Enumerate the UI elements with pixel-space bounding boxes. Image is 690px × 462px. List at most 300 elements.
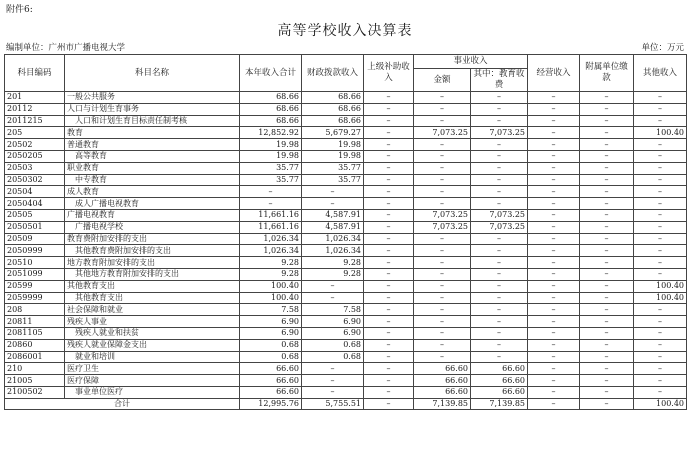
- cell-other: 100.40: [634, 292, 687, 304]
- cell-name: 成人教育: [65, 186, 240, 198]
- cell-amount: 66.60: [414, 386, 471, 398]
- cell-total: –: [240, 186, 302, 198]
- table-row: [5, 174, 687, 186]
- currency-unit: 单位：万元: [641, 43, 684, 53]
- table-row: [5, 221, 687, 233]
- cell-other: –: [634, 162, 687, 174]
- cell-affiliate: –: [580, 139, 634, 151]
- cell-other: –: [634, 351, 687, 363]
- cell-code: 20510: [5, 257, 65, 269]
- cell-amount: –: [414, 351, 471, 363]
- cell-subsidy: –: [364, 363, 414, 375]
- page-title: 高等学校收入决算表: [277, 23, 413, 39]
- cell-subsidy: –: [364, 139, 414, 151]
- cell-operating: –: [528, 304, 580, 316]
- cell-affiliate: –: [580, 233, 634, 245]
- header-name: 科目名称: [65, 55, 240, 92]
- table-row: [5, 198, 687, 210]
- cell-code: 20509: [5, 233, 65, 245]
- cell-name: 人口与计划生育事务: [65, 103, 240, 115]
- table-row: [5, 209, 687, 221]
- cell-fiscal: 0.68: [302, 339, 364, 351]
- cell-fiscal: 68.66: [302, 115, 364, 127]
- cell-total: 35.77: [240, 174, 302, 186]
- cell-affiliate: –: [580, 103, 634, 115]
- cell-name: 医疗保障: [65, 375, 240, 387]
- cell-code: 2050501: [5, 221, 65, 233]
- cell-code: 2059999: [5, 292, 65, 304]
- cell-subsidy: –: [364, 268, 414, 280]
- total-income: 12,995.76: [240, 398, 302, 409]
- cell-total: 100.40: [240, 292, 302, 304]
- cell-total: 9.28: [240, 268, 302, 280]
- cell-name: 教育: [65, 127, 240, 139]
- cell-operating: –: [528, 363, 580, 375]
- cell-other: –: [634, 233, 687, 245]
- table-row: [5, 115, 687, 127]
- cell-affiliate: –: [580, 162, 634, 174]
- cell-subsidy: –: [364, 174, 414, 186]
- cell-amount: 7,073.25: [414, 127, 471, 139]
- cell-amount: 7,073.25: [414, 221, 471, 233]
- cell-subsidy: –: [364, 115, 414, 127]
- cell-fiscal: –: [302, 375, 364, 387]
- cell-fiscal: –: [302, 386, 364, 398]
- cell-edu: –: [471, 327, 528, 339]
- cell-subsidy: –: [364, 304, 414, 316]
- cell-amount: –: [414, 103, 471, 115]
- cell-fiscal: 7.58: [302, 304, 364, 316]
- cell-edu: –: [471, 92, 528, 104]
- cell-edu: –: [471, 316, 528, 328]
- cell-edu: –: [471, 233, 528, 245]
- cell-affiliate: –: [580, 221, 634, 233]
- header-subsidy: 上级补助收入: [364, 55, 414, 92]
- cell-name: 残疾人就业和扶贫: [65, 327, 240, 339]
- cell-affiliate: –: [580, 174, 634, 186]
- cell-operating: –: [528, 351, 580, 363]
- cell-affiliate: –: [580, 386, 634, 398]
- cell-code: 205: [5, 127, 65, 139]
- cell-fiscal: 19.98: [302, 139, 364, 151]
- table-row: [5, 316, 687, 328]
- cell-amount: –: [414, 186, 471, 198]
- cell-fiscal: –: [302, 292, 364, 304]
- table-row: [5, 363, 687, 375]
- attachment-label: 附件6:: [6, 5, 33, 15]
- total-operating: –: [528, 398, 580, 409]
- cell-operating: –: [528, 162, 580, 174]
- table-row: [5, 327, 687, 339]
- cell-total: 6.90: [240, 327, 302, 339]
- cell-other: –: [634, 92, 687, 104]
- cell-other: –: [634, 268, 687, 280]
- cell-total: 0.68: [240, 351, 302, 363]
- table-row: [5, 186, 687, 198]
- cell-edu: 7,073.25: [471, 209, 528, 221]
- cell-total: 19.98: [240, 139, 302, 151]
- cell-edu: –: [471, 280, 528, 292]
- cell-other: –: [634, 150, 687, 162]
- cell-subsidy: –: [364, 316, 414, 328]
- cell-operating: –: [528, 292, 580, 304]
- cell-operating: –: [528, 386, 580, 398]
- cell-other: –: [634, 198, 687, 210]
- cell-edu: 7,073.25: [471, 127, 528, 139]
- cell-operating: –: [528, 221, 580, 233]
- cell-operating: –: [528, 245, 580, 257]
- cell-fiscal: 1,026.34: [302, 245, 364, 257]
- cell-amount: –: [414, 233, 471, 245]
- cell-total: 19.98: [240, 150, 302, 162]
- cell-operating: –: [528, 127, 580, 139]
- cell-affiliate: –: [580, 257, 634, 269]
- cell-other: –: [634, 375, 687, 387]
- cell-operating: –: [528, 92, 580, 104]
- cell-affiliate: –: [580, 150, 634, 162]
- cell-amount: –: [414, 304, 471, 316]
- cell-subsidy: –: [364, 186, 414, 198]
- cell-name: 教育费附加安排的支出: [65, 233, 240, 245]
- cell-amount: –: [414, 162, 471, 174]
- cell-name: 残疾人事业: [65, 316, 240, 328]
- cell-edu: 7,073.25: [471, 221, 528, 233]
- cell-fiscal: 68.66: [302, 103, 364, 115]
- cell-code: 2100502: [5, 386, 65, 398]
- cell-affiliate: –: [580, 339, 634, 351]
- cell-edu: –: [471, 257, 528, 269]
- cell-amount: –: [414, 150, 471, 162]
- cell-affiliate: –: [580, 327, 634, 339]
- cell-code: 20503: [5, 162, 65, 174]
- cell-operating: –: [528, 316, 580, 328]
- cell-affiliate: –: [580, 245, 634, 257]
- cell-subsidy: –: [364, 351, 414, 363]
- cell-subsidy: –: [364, 162, 414, 174]
- cell-other: –: [634, 209, 687, 221]
- cell-edu: –: [471, 339, 528, 351]
- cell-amount: 7,073.25: [414, 209, 471, 221]
- cell-edu: –: [471, 103, 528, 115]
- cell-operating: –: [528, 209, 580, 221]
- cell-other: 100.40: [634, 127, 687, 139]
- cell-affiliate: –: [580, 268, 634, 280]
- cell-subsidy: –: [364, 221, 414, 233]
- total-affiliate: –: [580, 398, 634, 409]
- cell-operating: –: [528, 375, 580, 387]
- cell-affiliate: –: [580, 198, 634, 210]
- cell-affiliate: –: [580, 127, 634, 139]
- cell-name: 广播电视教育: [65, 209, 240, 221]
- cell-other: –: [634, 221, 687, 233]
- cell-total: 1,026.34: [240, 245, 302, 257]
- cell-code: 208: [5, 304, 65, 316]
- cell-total: –: [240, 198, 302, 210]
- table-row: [5, 292, 687, 304]
- cell-affiliate: –: [580, 304, 634, 316]
- header-amount: 金额: [414, 69, 471, 92]
- cell-edu: –: [471, 150, 528, 162]
- cell-operating: –: [528, 339, 580, 351]
- cell-operating: –: [528, 198, 580, 210]
- cell-code: 21005: [5, 375, 65, 387]
- cell-operating: –: [528, 186, 580, 198]
- header-code: 科目编码: [5, 55, 65, 92]
- cell-subsidy: –: [364, 386, 414, 398]
- cell-operating: –: [528, 280, 580, 292]
- cell-amount: –: [414, 257, 471, 269]
- cell-fiscal: –: [302, 363, 364, 375]
- cell-edu: –: [471, 245, 528, 257]
- cell-code: 2081105: [5, 327, 65, 339]
- table-row: [5, 162, 687, 174]
- table-row: [5, 339, 687, 351]
- cell-total: 35.77: [240, 162, 302, 174]
- cell-amount: –: [414, 198, 471, 210]
- cell-subsidy: –: [364, 127, 414, 139]
- cell-operating: –: [528, 327, 580, 339]
- cell-total: 100.40: [240, 280, 302, 292]
- cell-amount: –: [414, 245, 471, 257]
- income-table: [4, 54, 687, 410]
- total-row: [5, 398, 687, 409]
- cell-subsidy: –: [364, 233, 414, 245]
- cell-code: 20504: [5, 186, 65, 198]
- cell-fiscal: 68.66: [302, 92, 364, 104]
- cell-edu: –: [471, 139, 528, 151]
- cell-name: 中专教育: [65, 174, 240, 186]
- cell-total: 68.66: [240, 103, 302, 115]
- total-other: 100.40: [634, 398, 687, 409]
- cell-operating: –: [528, 139, 580, 151]
- cell-subsidy: –: [364, 92, 414, 104]
- total-subsidy: –: [364, 398, 414, 409]
- cell-amount: –: [414, 174, 471, 186]
- table-row: [5, 375, 687, 387]
- header-total-income: 本年收入合计: [240, 55, 302, 92]
- cell-name: 事业单位医疗: [65, 386, 240, 398]
- cell-total: 11,661.16: [240, 209, 302, 221]
- cell-subsidy: –: [364, 209, 414, 221]
- cell-affiliate: –: [580, 115, 634, 127]
- cell-affiliate: –: [580, 186, 634, 198]
- cell-other: –: [634, 103, 687, 115]
- cell-name: 一般公共服务: [65, 92, 240, 104]
- cell-affiliate: –: [580, 92, 634, 104]
- cell-edu: –: [471, 115, 528, 127]
- table-row: [5, 304, 687, 316]
- table-row: [5, 139, 687, 151]
- cell-subsidy: –: [364, 280, 414, 292]
- cell-subsidy: –: [364, 327, 414, 339]
- cell-amount: –: [414, 92, 471, 104]
- cell-fiscal: 9.28: [302, 257, 364, 269]
- header-education-fee: 其中：教育收费: [471, 69, 528, 92]
- cell-code: 20502: [5, 139, 65, 151]
- cell-operating: –: [528, 150, 580, 162]
- cell-fiscal: 0.68: [302, 351, 364, 363]
- cell-name: 地方教育附加安排的支出: [65, 257, 240, 269]
- cell-code: 2086001: [5, 351, 65, 363]
- cell-fiscal: 4,587.91: [302, 209, 364, 221]
- cell-subsidy: –: [364, 375, 414, 387]
- cell-subsidy: –: [364, 245, 414, 257]
- cell-fiscal: 6.90: [302, 316, 364, 328]
- cell-name: 其他教育费附加安排的支出: [65, 245, 240, 257]
- total-edu: 7,139.85: [471, 398, 528, 409]
- cell-edu: –: [471, 304, 528, 316]
- cell-code: 20112: [5, 103, 65, 115]
- table-row: [5, 280, 687, 292]
- cell-operating: –: [528, 257, 580, 269]
- cell-code: 2051099: [5, 268, 65, 280]
- cell-edu: –: [471, 268, 528, 280]
- cell-name: 医疗卫生: [65, 363, 240, 375]
- cell-other: –: [634, 115, 687, 127]
- cell-fiscal: 35.77: [302, 162, 364, 174]
- cell-name: 社会保障和就业: [65, 304, 240, 316]
- cell-other: –: [634, 386, 687, 398]
- compiling-unit: 编制单位：广州市广播电视大学: [6, 43, 126, 53]
- cell-edu: –: [471, 162, 528, 174]
- cell-fiscal: 4,587.91: [302, 221, 364, 233]
- cell-other: 100.40: [634, 280, 687, 292]
- cell-fiscal: 9.28: [302, 268, 364, 280]
- cell-other: –: [634, 339, 687, 351]
- table-row: [5, 386, 687, 398]
- table-row: [5, 150, 687, 162]
- cell-edu: –: [471, 198, 528, 210]
- cell-fiscal: 1,026.34: [302, 233, 364, 245]
- cell-name: 职业教育: [65, 162, 240, 174]
- table-row: [5, 351, 687, 363]
- cell-other: –: [634, 186, 687, 198]
- cell-amount: –: [414, 316, 471, 328]
- cell-name: 人口和计划生育目标责任制考核: [65, 115, 240, 127]
- table-row: [5, 103, 687, 115]
- cell-code: 2050302: [5, 174, 65, 186]
- total-label: 合计: [5, 398, 240, 409]
- cell-total: 66.60: [240, 375, 302, 387]
- cell-total: 66.60: [240, 363, 302, 375]
- header-other: 其他收入: [634, 55, 687, 92]
- cell-code: 2050205: [5, 150, 65, 162]
- cell-other: –: [634, 316, 687, 328]
- cell-name: 其他地方教育附加安排的支出: [65, 268, 240, 280]
- cell-amount: –: [414, 139, 471, 151]
- cell-edu: –: [471, 174, 528, 186]
- cell-operating: –: [528, 103, 580, 115]
- cell-total: 68.66: [240, 115, 302, 127]
- cell-fiscal: 19.98: [302, 150, 364, 162]
- cell-code: 20811: [5, 316, 65, 328]
- cell-operating: –: [528, 174, 580, 186]
- cell-affiliate: –: [580, 209, 634, 221]
- cell-name: 就业和培训: [65, 351, 240, 363]
- header-operating: 经营收入: [528, 55, 580, 92]
- cell-code: 2050404: [5, 198, 65, 210]
- cell-code: 210: [5, 363, 65, 375]
- cell-affiliate: –: [580, 363, 634, 375]
- cell-subsidy: –: [364, 198, 414, 210]
- cell-subsidy: –: [364, 257, 414, 269]
- cell-fiscal: 6.90: [302, 327, 364, 339]
- cell-other: –: [634, 139, 687, 151]
- cell-name: 普通教育: [65, 139, 240, 151]
- cell-fiscal: 35.77: [302, 174, 364, 186]
- cell-name: 其他教育支出: [65, 280, 240, 292]
- cell-fiscal: –: [302, 198, 364, 210]
- cell-other: –: [634, 174, 687, 186]
- cell-total: 7.58: [240, 304, 302, 316]
- table-row: [5, 245, 687, 257]
- cell-name: 成人广播电视教育: [65, 198, 240, 210]
- cell-total: 11,661.16: [240, 221, 302, 233]
- cell-subsidy: –: [364, 339, 414, 351]
- cell-amount: 66.60: [414, 375, 471, 387]
- table-row: [5, 233, 687, 245]
- cell-total: 6.90: [240, 316, 302, 328]
- cell-affiliate: –: [580, 280, 634, 292]
- cell-code: 2011215: [5, 115, 65, 127]
- cell-fiscal: –: [302, 280, 364, 292]
- cell-total: 0.68: [240, 339, 302, 351]
- cell-amount: –: [414, 268, 471, 280]
- cell-amount: –: [414, 115, 471, 127]
- cell-code: 20599: [5, 280, 65, 292]
- header-affiliate: 附属单位缴款: [580, 55, 634, 92]
- cell-edu: 66.60: [471, 386, 528, 398]
- cell-code: 20860: [5, 339, 65, 351]
- cell-subsidy: –: [364, 103, 414, 115]
- cell-fiscal: 5,679.27: [302, 127, 364, 139]
- header-fiscal: 财政拨款收入: [302, 55, 364, 92]
- table-row: [5, 127, 687, 139]
- total-fiscal: 5,755.51: [302, 398, 364, 409]
- cell-name: 残疾人就业保障金支出: [65, 339, 240, 351]
- cell-other: –: [634, 327, 687, 339]
- cell-amount: –: [414, 292, 471, 304]
- cell-name: 其他教育支出: [65, 292, 240, 304]
- table-row: [5, 92, 687, 104]
- cell-affiliate: –: [580, 351, 634, 363]
- cell-code: 20505: [5, 209, 65, 221]
- cell-total: 12,852.92: [240, 127, 302, 139]
- cell-edu: –: [471, 292, 528, 304]
- cell-subsidy: –: [364, 150, 414, 162]
- cell-affiliate: –: [580, 292, 634, 304]
- cell-amount: –: [414, 339, 471, 351]
- cell-total: 1,026.34: [240, 233, 302, 245]
- cell-affiliate: –: [580, 316, 634, 328]
- cell-amount: –: [414, 280, 471, 292]
- table-row: [5, 257, 687, 269]
- cell-total: 66.60: [240, 386, 302, 398]
- cell-other: –: [634, 245, 687, 257]
- cell-name: 广播电视学校: [65, 221, 240, 233]
- cell-other: –: [634, 304, 687, 316]
- cell-total: 68.66: [240, 92, 302, 104]
- cell-edu: –: [471, 186, 528, 198]
- cell-other: –: [634, 257, 687, 269]
- cell-other: –: [634, 363, 687, 375]
- cell-operating: –: [528, 115, 580, 127]
- cell-total: 9.28: [240, 257, 302, 269]
- cell-code: 201: [5, 92, 65, 104]
- cell-amount: 66.60: [414, 363, 471, 375]
- cell-edu: –: [471, 351, 528, 363]
- cell-operating: –: [528, 268, 580, 280]
